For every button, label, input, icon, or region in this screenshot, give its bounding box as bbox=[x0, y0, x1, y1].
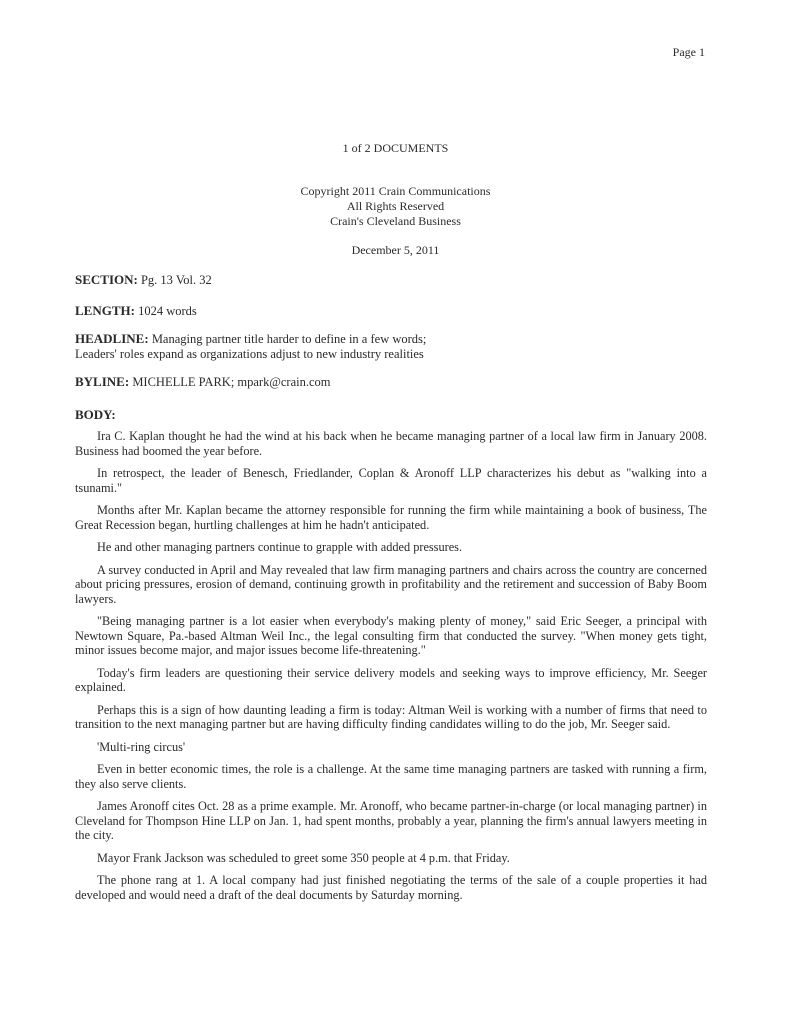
copyright-line: Copyright 2011 Crain Communications bbox=[300, 184, 491, 198]
length-label: LENGTH: bbox=[75, 303, 135, 318]
publication-name: Crain's Cleveland Business bbox=[330, 214, 461, 228]
section-label: SECTION: bbox=[75, 272, 138, 287]
body-paragraph: He and other managing partners continue to grapple with added pressures. bbox=[97, 540, 463, 554]
body-paragraph: The phone rang at 1. A local company had just finished negotiating the terms of the sale of a couple properties it had developed and would need a draft of the deal documents by Saturday morning. bbox=[75, 873, 707, 902]
headline-line-2: Leaders' roles expand as organizations adjust to new industry realities bbox=[75, 347, 424, 361]
section-field bbox=[75, 272, 212, 288]
page-number: Page 1 bbox=[672, 45, 705, 59]
rights-line: All Rights Reserved bbox=[346, 199, 445, 213]
body-paragraph: Even in better economic times, the role is a challenge. At the same time managing partners are tasked with running a firm, they also serve clients. bbox=[75, 762, 707, 791]
byline-field bbox=[75, 374, 331, 390]
body-paragraph: In retrospect, the leader of Benesch, Friedlander, Coplan & Aronoff LLP characterizes his debut as "walking into a tsunami." bbox=[75, 466, 707, 495]
body-paragraph: Today's firm leaders are questioning their service delivery models and seeking ways to improve efficiency, Mr. Seeger explained. bbox=[75, 665, 707, 694]
length-value: 1024 words bbox=[138, 304, 197, 318]
body-paragraph: A survey conducted in April and May revealed that law firm managing partners and chairs across the country are concerned about pricing pressures, erosion of demand, continuing growth in profitability and the retirement and succession of Baby Boom lawyers. bbox=[75, 562, 707, 606]
article-body bbox=[75, 429, 707, 910]
headline-label: HEADLINE: bbox=[75, 331, 149, 346]
body-paragraph: James Aronoff cites Oct. 28 as a prime example. Mr. Aronoff, who became partner-in-charge (or local managing partner) in Cleveland for Thompson Hine LLP on Jan. 1, had spent months, probably a year, planning the firm's annual lawyers meeting in the city. bbox=[75, 799, 707, 842]
section-value: Pg. 13 Vol. 32 bbox=[140, 273, 212, 287]
body-field bbox=[75, 407, 116, 423]
body-paragraph: Mayor Frank Jackson was scheduled to greet some 350 people at 4 p.m. that Friday. bbox=[97, 850, 510, 865]
document-count: 1 of 2 DOCUMENTS bbox=[342, 141, 449, 155]
body-paragraph: Months after Mr. Kaplan became the attorney responsible for running the firm while maintaining a book of business, The Great Recession began, hurtling challenges at him he hadn't anticipated. bbox=[75, 503, 707, 532]
length-field bbox=[75, 303, 197, 319]
copyright-block bbox=[0, 184, 791, 229]
body-label: BODY: bbox=[75, 407, 116, 422]
body-paragraph: Perhaps this is a sign of how daunting leading a firm is today: Altman Weil is working with a number of firms that need to transition to the next managing partner but are having difficulty finding candidates willing to do the job, Mr. Seeger said. bbox=[75, 702, 707, 731]
body-paragraph: Ira C. Kaplan thought he had the wind at his back when he became managing partner of a local law firm in January 2008. Business had boomed the year before. bbox=[75, 429, 707, 458]
headline-field bbox=[75, 331, 715, 362]
subheading: 'Multi-ring circus' bbox=[97, 739, 186, 754]
byline-label: BYLINE: bbox=[75, 374, 130, 389]
headline-line-1: Managing partner title harder to define in a few words; bbox=[151, 332, 427, 346]
body-paragraph: "Being managing partner is a lot easier when everybody's making plenty of money," said Eric Seeger, a principal with Newtown Square, Pa.-based Altman Weil Inc., the legal consulting firm that conducted the survey. "When money gets tight, minor issues become major, and major issues become life-threatening." bbox=[75, 614, 707, 657]
byline-value: MICHELLE PARK; mpark@crain.com bbox=[132, 375, 331, 389]
publication-date: December 5, 2011 bbox=[351, 243, 440, 257]
